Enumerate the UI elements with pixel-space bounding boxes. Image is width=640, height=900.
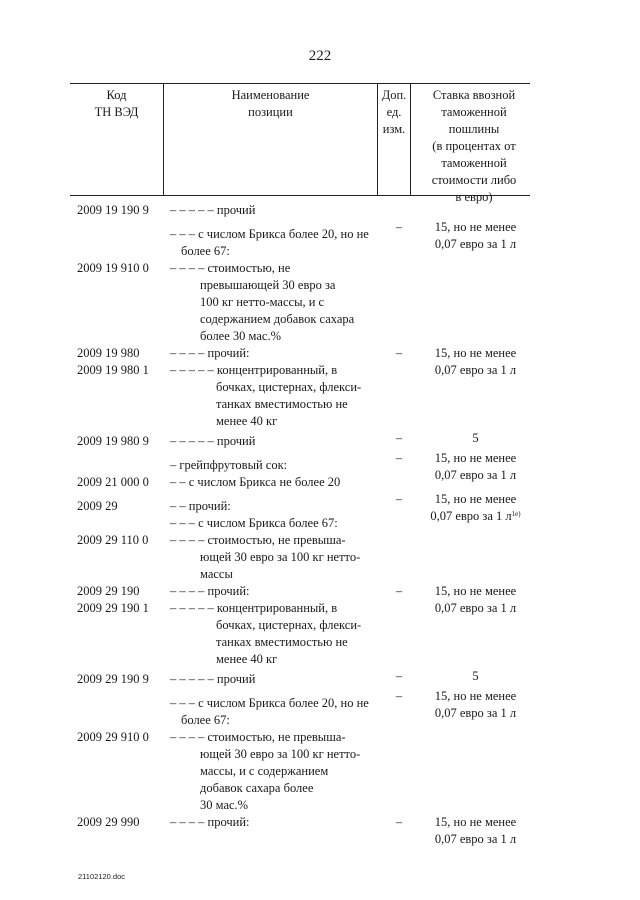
unit-dash: – bbox=[395, 346, 403, 360]
table-top-rule bbox=[70, 83, 530, 84]
position-name-line: – – – – – прочий bbox=[170, 434, 256, 448]
tnved-code: 2009 29 110 0 bbox=[77, 533, 149, 547]
table-row bbox=[0, 498, 640, 515]
position-name-line: массы bbox=[200, 567, 233, 581]
position-name bbox=[170, 814, 380, 831]
position-name bbox=[170, 345, 380, 362]
tnved-code: 2009 29 190 1 bbox=[77, 601, 149, 615]
tnved-code: 2009 19 980 9 bbox=[77, 434, 149, 448]
position-name bbox=[170, 362, 380, 430]
unit-dash: – bbox=[395, 492, 403, 506]
header-name bbox=[164, 87, 377, 121]
position-name-line: более 30 мас.% bbox=[200, 329, 281, 343]
position-name-line: – – с числом Брикса не более 20 bbox=[170, 475, 341, 489]
position-name-line: – – – – – прочий bbox=[170, 672, 256, 686]
position-name bbox=[170, 498, 380, 515]
duty-rate-text: 15, но не менее bbox=[434, 689, 517, 703]
duty-rate-text: 0,07 евро за 1 л bbox=[434, 601, 517, 615]
position-name-line: – – – с числом Брикса более 67: bbox=[170, 516, 338, 530]
header-rate-line: стоимости либо bbox=[431, 173, 517, 187]
unit-dash: – bbox=[395, 584, 403, 598]
table-row bbox=[0, 457, 640, 474]
position-name-line: ющей 30 евро за 100 кг нетто- bbox=[200, 550, 361, 564]
position-name-line: танках вместимостью не bbox=[216, 635, 348, 649]
tnved-code: 2009 29 190 bbox=[77, 584, 140, 598]
position-name-line: – – – – прочий: bbox=[170, 815, 250, 829]
position-name-line: более 67: bbox=[181, 713, 230, 727]
header-unit-line: ед. bbox=[386, 105, 402, 119]
duty-rate-text: 15, но не менее bbox=[434, 492, 517, 506]
position-name-line: – – – – – концентрированный, в bbox=[170, 363, 338, 377]
unit-dash: – bbox=[395, 815, 403, 829]
footnote-marker: 1е) bbox=[511, 510, 521, 518]
header-name-line: Наименование bbox=[231, 88, 310, 102]
position-name bbox=[170, 457, 380, 474]
position-name bbox=[170, 532, 380, 583]
position-name-line: – – – – – концентрированный, в bbox=[170, 601, 338, 615]
position-name-line: менее 40 кг bbox=[216, 414, 278, 428]
position-name-line: бочках, цистернах, флекси- bbox=[216, 618, 362, 632]
position-name bbox=[170, 729, 380, 814]
duty-rate-text: 0,07 евро за 1 л bbox=[434, 468, 517, 482]
table-row bbox=[0, 695, 640, 729]
header-unit bbox=[378, 87, 410, 138]
unit-dash: – bbox=[395, 669, 403, 683]
position-name-line: – – – – прочий: bbox=[170, 346, 250, 360]
header-rate-line: в евро) bbox=[455, 190, 493, 204]
tnved-code: 2009 19 910 0 bbox=[77, 261, 149, 275]
position-name bbox=[170, 515, 380, 532]
unit-dash: – bbox=[395, 431, 403, 445]
position-name bbox=[170, 474, 380, 491]
duty-rate-text: 5 bbox=[472, 669, 479, 683]
header-rate bbox=[411, 87, 537, 206]
position-name-line: – грейпфрутовый сок: bbox=[170, 458, 288, 472]
position-name-line: – – прочий: bbox=[170, 499, 231, 513]
header-unit-line: изм. bbox=[382, 122, 406, 136]
header-rate-line: Ставка ввозной bbox=[432, 88, 516, 102]
tnved-code: 2009 29 910 0 bbox=[77, 730, 149, 744]
page-number: 222 bbox=[308, 48, 332, 64]
header-rate-line: пошлины bbox=[448, 122, 500, 136]
footer-filename: 21102120.doc bbox=[78, 872, 125, 881]
duty-rate-text: 15, но не менее bbox=[434, 220, 517, 234]
position-name-line: бочках, цистернах, флекси- bbox=[216, 380, 362, 394]
duty-rate-text: 0,07 евро за 1 л bbox=[434, 832, 517, 846]
duty-rate-line bbox=[413, 831, 538, 848]
position-name-line: – – – с числом Брикса более 20, но не bbox=[170, 227, 369, 241]
position-name-line: превышающей 30 евро за bbox=[200, 278, 336, 292]
position-name-line: – – – – – прочий bbox=[170, 203, 256, 217]
position-name-line: добавок сахара более bbox=[200, 781, 314, 795]
duty-rate-text: 15, но не менее bbox=[434, 815, 517, 829]
position-name-line: – – – – стоимостью, не превыша- bbox=[170, 533, 346, 547]
position-name bbox=[170, 671, 380, 688]
duty-rate-text: 0,07 евро за 1 л bbox=[434, 706, 517, 720]
position-name-line: 100 кг нетто-массы, и с bbox=[200, 295, 325, 309]
position-name-line: – – – – стоимостью, не bbox=[170, 261, 291, 275]
duty-rate-text: 0,07 евро за 1 л bbox=[434, 237, 517, 251]
position-name bbox=[170, 226, 380, 260]
position-name-line: более 67: bbox=[181, 244, 230, 258]
unit-dash: – bbox=[395, 220, 403, 234]
position-name bbox=[170, 260, 380, 345]
duty-rate-text: 5 bbox=[472, 431, 479, 445]
tnved-code: 2009 29 190 9 bbox=[77, 672, 149, 686]
table-row bbox=[0, 515, 640, 532]
position-name bbox=[170, 583, 380, 600]
header-unit-line: Доп. bbox=[381, 88, 407, 102]
position-name-line: менее 40 кг bbox=[216, 652, 278, 666]
table-row bbox=[0, 583, 640, 600]
position-name bbox=[170, 202, 380, 219]
position-name bbox=[170, 433, 380, 450]
header-name-line: позиции bbox=[248, 105, 293, 119]
position-name-line: массы, и с содержанием bbox=[200, 764, 329, 778]
table-row bbox=[0, 345, 640, 362]
tariff-table-body bbox=[0, 202, 640, 846]
duty-rate-text: 15, но не менее bbox=[434, 451, 517, 465]
header-code-line: ТН ВЭД bbox=[94, 105, 139, 119]
header-code bbox=[70, 87, 163, 121]
duty-rate-text: 15, но не менее bbox=[434, 584, 517, 598]
unit-dash: – bbox=[395, 689, 403, 703]
position-name-line: содержанием добавок сахара bbox=[200, 312, 355, 326]
position-name bbox=[170, 600, 380, 668]
tnved-code: 2009 29 bbox=[77, 499, 118, 513]
tnved-code: 2009 19 980 bbox=[77, 346, 140, 360]
tnved-code: 2009 21 000 0 bbox=[77, 475, 149, 489]
header-code-line: Код bbox=[106, 88, 127, 102]
table-row bbox=[0, 814, 640, 831]
position-name bbox=[170, 695, 380, 729]
position-name-line: – – – – стоимостью, не превыша- bbox=[170, 730, 346, 744]
position-name-line: ющей 30 евро за 100 кг нетто- bbox=[200, 747, 361, 761]
unit-dash: – bbox=[395, 451, 403, 465]
header-rate-line: (в процентах от bbox=[432, 139, 516, 153]
tnved-code: 2009 19 190 9 bbox=[77, 203, 149, 217]
header-rate-line: таможенной bbox=[441, 156, 507, 170]
duty-rate-text: 15, но не менее bbox=[434, 346, 517, 360]
position-name-line: – – – – прочий: bbox=[170, 584, 250, 598]
duty-rate-text: 0,07 евро за 1 л bbox=[434, 363, 517, 377]
tnved-code: 2009 29 990 bbox=[77, 815, 140, 829]
table-row bbox=[0, 226, 640, 260]
position-name-line: танках вместимостью не bbox=[216, 397, 348, 411]
header-rate-line: таможенной bbox=[441, 105, 507, 119]
tnved-code: 2009 19 980 1 bbox=[77, 363, 149, 377]
position-name-line: 30 мас.% bbox=[200, 798, 249, 812]
position-name-line: – – – с числом Брикса более 20, но не bbox=[170, 696, 369, 710]
duty-rate-text: 0,07 евро за 1 л bbox=[430, 509, 512, 523]
